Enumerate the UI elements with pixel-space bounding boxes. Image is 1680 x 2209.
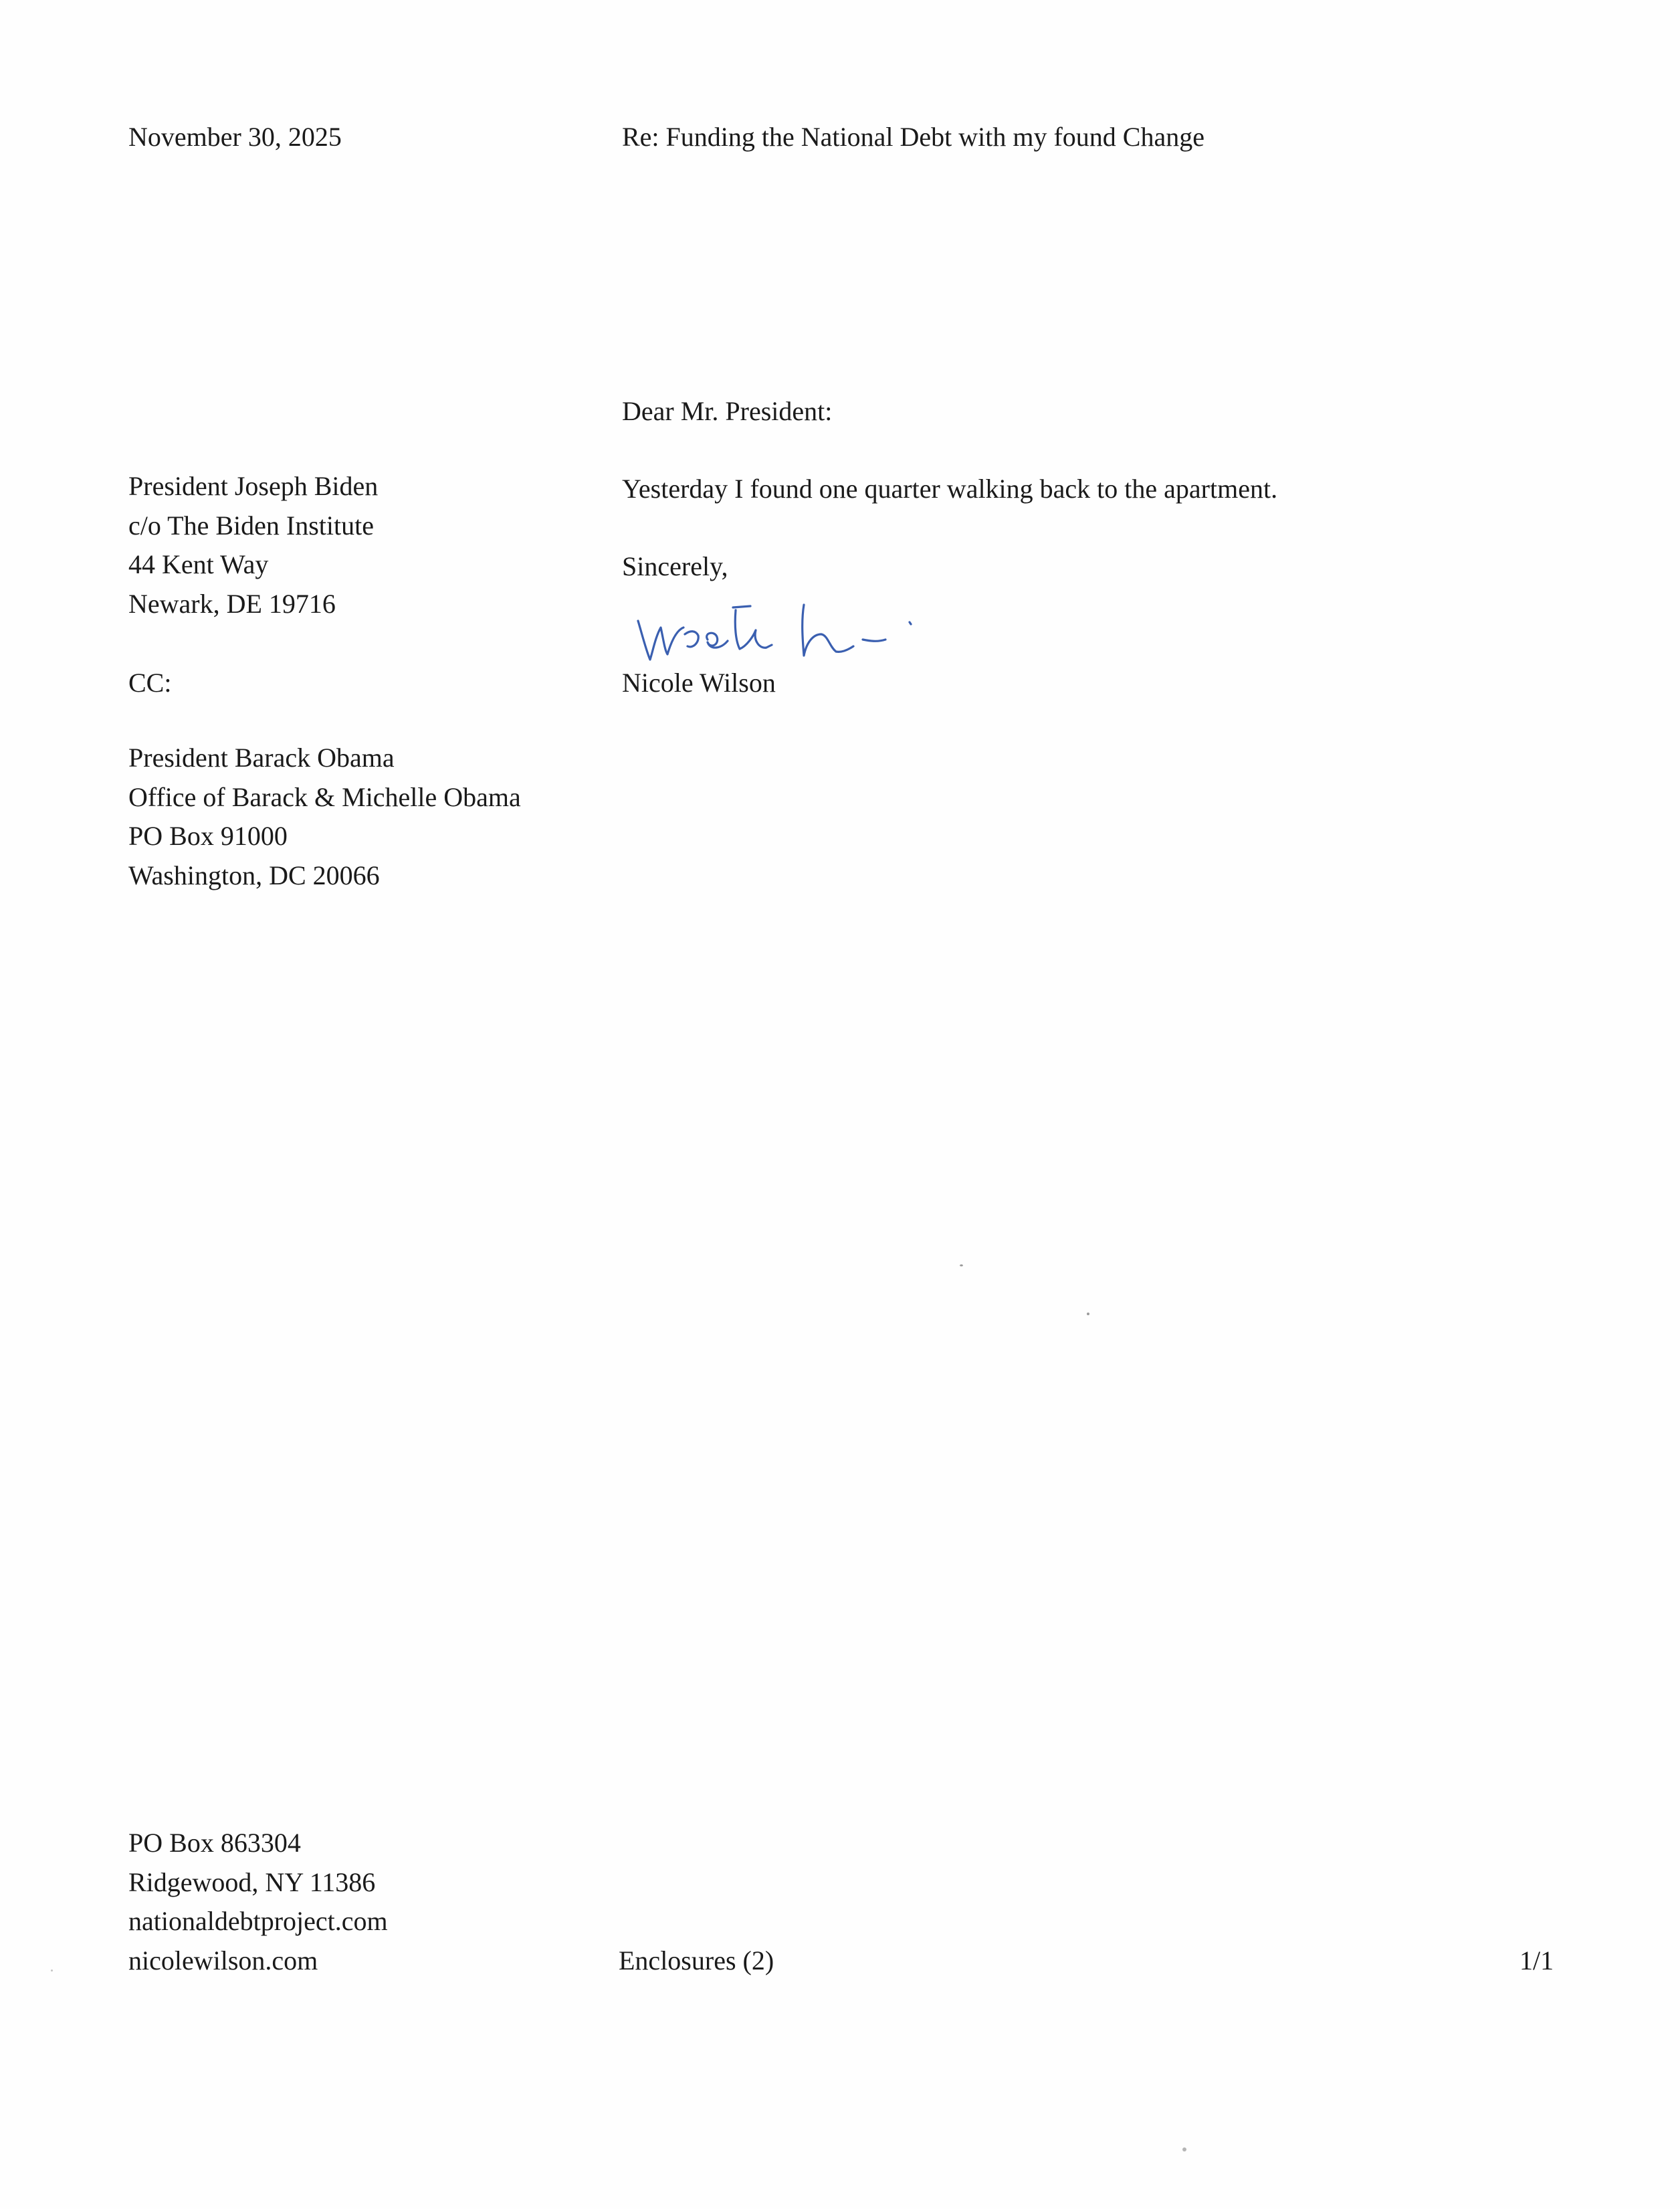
cc-line: PO Box 91000 — [128, 821, 288, 851]
recipient-line: Newark, DE 19716 — [128, 588, 336, 619]
cc-line: Washington, DC 20066 — [128, 860, 380, 890]
sender-address — [128, 1824, 388, 1980]
cc-label: CC: — [128, 668, 172, 698]
handwritten-signature — [629, 593, 943, 673]
enclosures-note: Enclosures (2) — [619, 1945, 774, 1976]
letter-body: Yesterday I found one quarter walking back to the apartment. — [622, 474, 1278, 504]
page-number: 1/1 — [1519, 1945, 1554, 1976]
sender-line: nicolewilson.com — [128, 1945, 318, 1976]
sender-line: nationaldebtproject.com — [128, 1906, 388, 1936]
paper-speck — [1087, 1313, 1089, 1315]
paper-speck — [960, 1264, 963, 1266]
cc-line: President Barack Obama — [128, 743, 395, 773]
recipient-line: c/o The Biden Institute — [128, 510, 374, 541]
recipient-line: 44 Kent Way — [128, 549, 269, 579]
paper-speck — [51, 1970, 53, 1972]
closing: Sincerely, — [622, 551, 728, 581]
signer-name: Nicole Wilson — [622, 668, 776, 698]
paper-speck — [1182, 2147, 1186, 2151]
cc-address — [128, 739, 521, 895]
recipient-line: President Joseph Biden — [128, 471, 379, 501]
recipient-address — [128, 467, 378, 623]
sender-line: PO Box 863304 — [128, 1828, 301, 1858]
cc-line: Office of Barack & Michelle Obama — [128, 781, 521, 812]
salutation: Dear Mr. President: — [622, 396, 833, 426]
letter-subject: Re: Funding the National Debt with my found Change — [622, 122, 1204, 152]
letter-date: November 30, 2025 — [128, 122, 342, 152]
sender-line: Ridgewood, NY 11386 — [128, 1866, 376, 1897]
